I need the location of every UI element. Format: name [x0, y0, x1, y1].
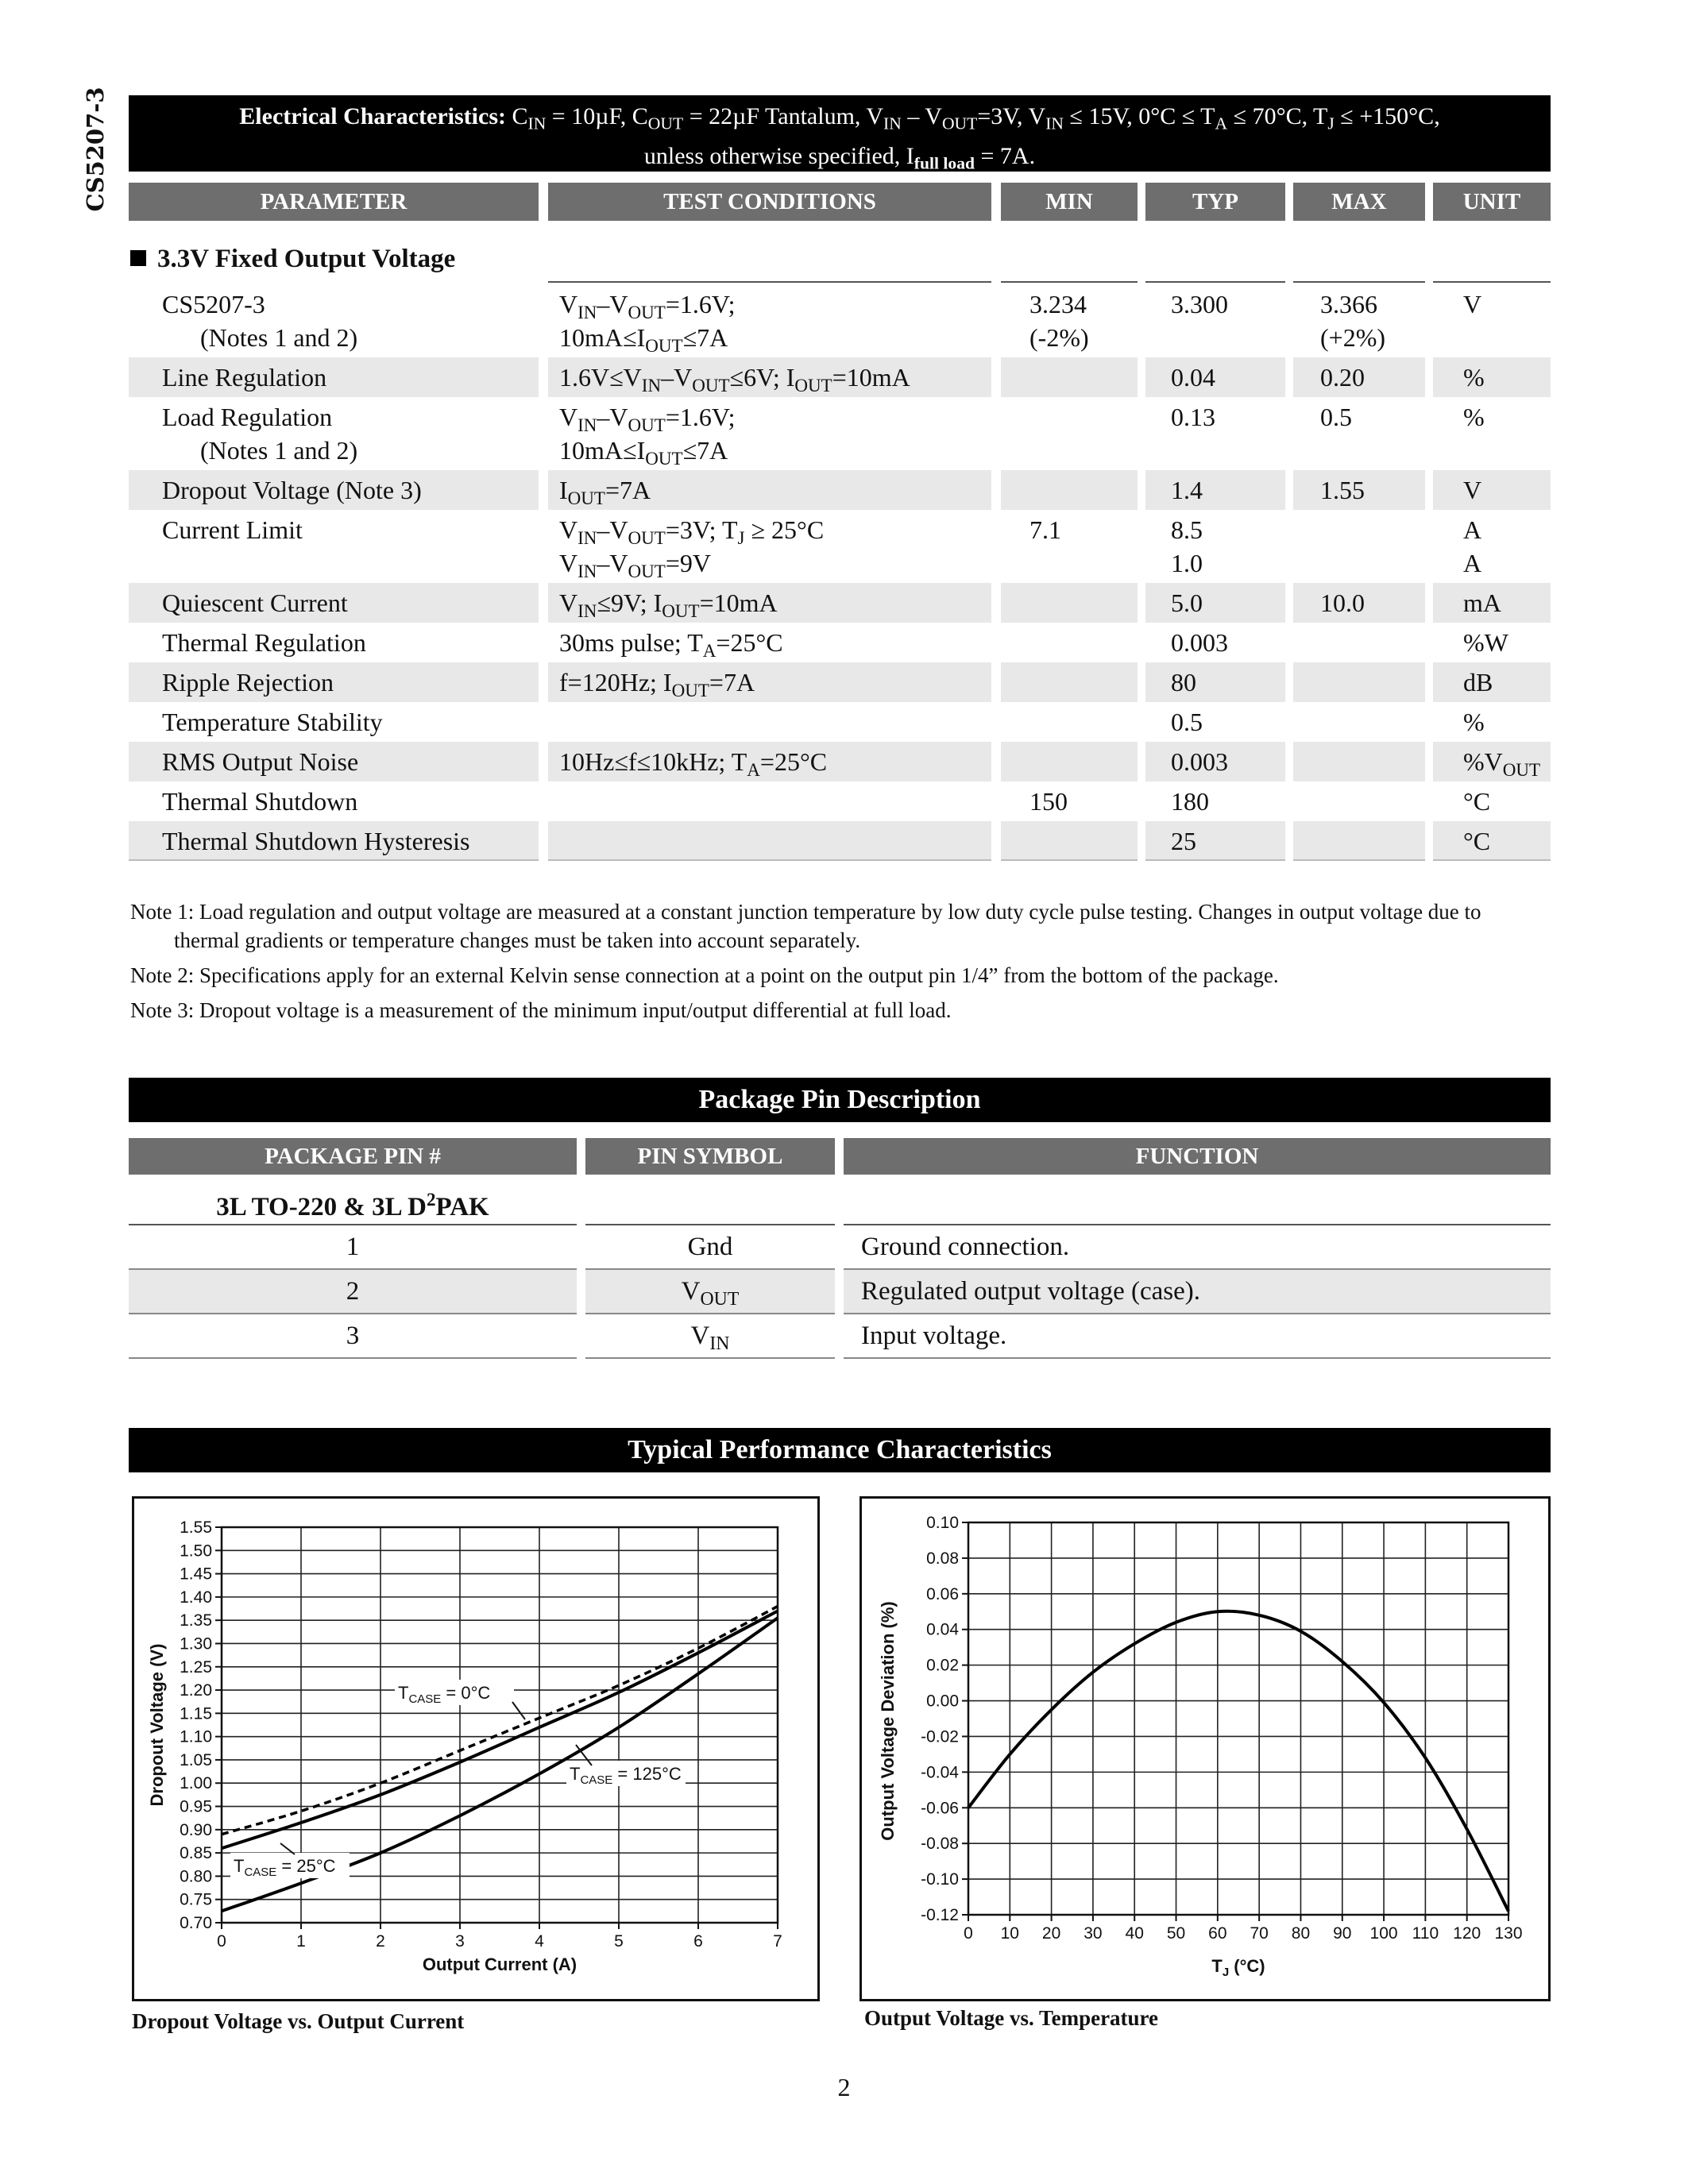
y-tick-label: 1.15 [180, 1704, 212, 1723]
table-row [129, 1225, 1551, 1270]
pin-number: 3 [346, 1322, 360, 1350]
divider [844, 1357, 1551, 1359]
x-tick-label: 50 [1166, 1924, 1186, 1943]
divider [1293, 281, 1425, 283]
performance-title: Typical Performance Characteristics [129, 1428, 1551, 1472]
divider [129, 859, 539, 861]
max-value: 0.20 [1320, 363, 1365, 392]
y-tick-label: -0.08 [921, 1835, 959, 1854]
x-tick-label: 10 [1000, 1924, 1019, 1943]
cell-shading [1001, 470, 1138, 510]
cell-shading [1145, 662, 1285, 702]
pin-number: 2 [346, 1277, 360, 1306]
x-tick-label: 110 [1412, 1924, 1439, 1943]
test-condition: f=120Hz; $I_{OUT}=7A$ [559, 668, 755, 700]
min-value: 150 [1029, 787, 1068, 816]
series-line [968, 1611, 1508, 1912]
max-value: 0.5 [1320, 403, 1352, 431]
table-row [129, 702, 1551, 742]
test-condition: $I_{OUT}=7A$ [559, 476, 651, 508]
parameter-name: RMS Output Noise [162, 747, 359, 776]
column-header-unit: UNIT [1433, 183, 1551, 221]
column-header-test-conditions: TEST CONDITIONS [548, 183, 991, 221]
test-condition: 30ms pulse; $T_A=25^\circ C$ [559, 628, 783, 661]
y-tick-label: 0.80 [180, 1867, 212, 1886]
y-tick-label: 0.06 [926, 1584, 959, 1603]
divider [1145, 859, 1285, 861]
parameter-name: Ripple Rejection [162, 668, 334, 696]
package-name: 3L TO-220 & 3L $D^2PAK$ [216, 1189, 489, 1221]
x-tick-label: 20 [1041, 1924, 1061, 1943]
column-header-parameter: PARAMETER [129, 183, 539, 221]
cell-shading [1293, 821, 1425, 861]
test-condition: $10mA\le I_{OUT}\le 7A$ [559, 436, 728, 469]
y-tick-label: -0.04 [921, 1763, 959, 1782]
x-axis-label: $T_J$ (°C) [1211, 1956, 1265, 1979]
column-header-max: MAX [1293, 183, 1425, 221]
divider [1293, 859, 1425, 861]
y-tick-label: 1.30 [180, 1634, 212, 1653]
table-row [129, 781, 1551, 821]
annotation-leader [512, 1702, 525, 1719]
y-tick-label: -0.02 [921, 1727, 959, 1746]
pin-description-title: Package Pin Description [129, 1078, 1551, 1122]
test-condition: $1.6V\le V_{IN}-V_{OUT}\le 6V$; $I_{OUT}=10mA$ [559, 363, 910, 396]
x-tick-label: 3 [455, 1932, 465, 1951]
unit-value: %W [1463, 628, 1508, 657]
typ-value: 180 [1171, 787, 1209, 816]
x-tick-label: 60 [1208, 1924, 1227, 1943]
cell-shading [1001, 742, 1138, 781]
table-row [129, 623, 1551, 662]
y-tick-label: 0.00 [926, 1692, 959, 1711]
test-condition: $V_{IN}-V_{OUT}=1.6V$; [559, 403, 736, 435]
divider [1145, 281, 1285, 283]
y-tick-label: 1.50 [180, 1542, 212, 1561]
side-part-label: CS5207-3 [82, 87, 109, 212]
y-tick-label: -0.10 [921, 1870, 959, 1889]
x-tick-label: 120 [1453, 1924, 1481, 1943]
unit-value: dB [1463, 668, 1493, 696]
table-row [129, 742, 1551, 781]
max-value: 1.55 [1320, 476, 1365, 504]
typ-value: 80 [1171, 668, 1196, 696]
typ-value: 1.4 [1171, 476, 1203, 504]
y-tick-label: 0.90 [180, 1820, 212, 1839]
y-tick-label: 0.85 [180, 1844, 212, 1863]
divider [1433, 281, 1551, 283]
parameter-note: (Notes 1 and 2) [200, 323, 358, 352]
y-tick-label: -0.12 [921, 1906, 959, 1924]
typ-value: 3.300 [1171, 290, 1228, 318]
x-tick-label: 0 [964, 1924, 973, 1943]
divider [1001, 859, 1138, 861]
series-line [222, 1611, 778, 1848]
x-tick-label: 6 [693, 1932, 703, 1951]
x-tick-label: 30 [1083, 1924, 1103, 1943]
cell-shading [1433, 821, 1551, 861]
max-value: (+2%) [1320, 323, 1386, 352]
note-3: Note 3: Dropout voltage is a measurement of the minimum input/output differential at full load. [130, 998, 952, 1022]
test-condition: 10Hz≤f≤10kHz; $T_A=25^\circ C$ [559, 747, 828, 780]
notes [130, 897, 1544, 1031]
max-value: 10.0 [1320, 588, 1365, 617]
test-condition: $V_{IN}-V_{OUT}=1.6V$; [559, 290, 736, 322]
y-tick-label: 0.75 [180, 1890, 212, 1909]
unit-value: V [1463, 290, 1482, 318]
section-bullet-icon [130, 250, 146, 266]
parameter-name: Thermal Regulation [162, 628, 366, 657]
unit-value: A [1463, 549, 1482, 577]
x-tick-label: 90 [1333, 1924, 1352, 1943]
table-row [129, 357, 1551, 397]
y-tick-label: 1.00 [180, 1774, 212, 1793]
typ-value: 0.003 [1171, 747, 1228, 776]
pin-function: Input voltage. [861, 1322, 1007, 1350]
test-condition: $10mA\le I_{OUT}\le 7A$ [559, 323, 728, 356]
unit-value: % [1463, 363, 1485, 392]
section-heading: 3.3V Fixed Output Voltage [130, 245, 455, 274]
pin-number: 1 [346, 1233, 360, 1261]
note-1: Note 1: Load regulation and output voltage are measured at a constant junction temperature by low duty cycle pulse testing. Changes in output voltage due to thermal gradients or temperature changes must be taken into account separately. [130, 900, 1481, 952]
cell-shading [1001, 583, 1138, 623]
table-row [129, 821, 1551, 861]
y-tick-label: 0.08 [926, 1549, 959, 1568]
parameter-name: Quiescent Current [162, 588, 348, 617]
output-voltage-temperature-chart [862, 1499, 1548, 1999]
x-tick-label: 40 [1125, 1924, 1144, 1943]
table-row [129, 583, 1551, 623]
unit-value: A [1463, 515, 1482, 544]
cell-shading [1145, 470, 1285, 510]
cell-shading [1433, 357, 1551, 397]
cell-shading [1145, 357, 1285, 397]
x-tick-label: 5 [614, 1932, 624, 1951]
note-2: Note 2: Specifications apply for an external Kelvin sense connection at a point on the output pin 1/4” from the bottom of the package. [130, 963, 1279, 987]
parameter-name: Thermal Shutdown Hysteresis [162, 827, 470, 855]
y-tick-label: 1.45 [180, 1565, 212, 1584]
parameter-name: Dropout Voltage (Note 3) [162, 476, 422, 504]
table-row [129, 510, 1551, 583]
divider [129, 1357, 577, 1359]
series-line [222, 1607, 778, 1835]
parameter-name: Current Limit [162, 515, 303, 544]
page-number: 2 [837, 2073, 851, 2101]
temperature-chart-caption: Output Voltage vs. Temperature [864, 2006, 1159, 2030]
dropout-chart-caption: Dropout Voltage vs. Output Current [132, 2009, 465, 2033]
x-tick-label: 2 [376, 1932, 385, 1951]
series-annotation: $T_{CASE} = 125^\circ C$ [570, 1764, 682, 1787]
test-condition: $V_{IN}\le 9V$; $I_{OUT}=10mA$ [559, 588, 778, 621]
column-header-min: MIN [1001, 183, 1138, 221]
pin-symbol: $V_{OUT}$ [681, 1277, 740, 1310]
y-axis-label: Output Voltage Deviation (%) [878, 1601, 898, 1841]
y-tick-label: 1.35 [180, 1611, 212, 1630]
y-tick-label: 1.55 [180, 1518, 212, 1537]
cell-shading [1145, 821, 1285, 861]
y-tick-label: 0.70 [180, 1914, 212, 1932]
series-annotation: $T_{CASE} = 0^\circ C$ [398, 1683, 491, 1706]
parameter-name: Line Regulation [162, 363, 327, 392]
unit-value: °C [1463, 787, 1491, 816]
divider [548, 859, 991, 861]
parameter-name: Thermal Shutdown [162, 787, 358, 816]
y-tick-label: 1.05 [180, 1750, 212, 1769]
column-header-pin-symbol: PIN SYMBOL [585, 1138, 835, 1175]
x-tick-label: 4 [535, 1932, 544, 1951]
column-header-package-pin: PACKAGE PIN # [129, 1138, 577, 1175]
pin-function: Regulated output voltage (case). [861, 1277, 1201, 1306]
table-row [129, 284, 1551, 357]
x-tick-label: 0 [217, 1932, 226, 1951]
typ-value: 5.0 [1171, 588, 1203, 617]
plot-area [968, 1522, 1508, 1915]
cell-shading [1001, 357, 1138, 397]
unit-value: % [1463, 708, 1485, 736]
y-tick-label: 1.40 [180, 1588, 212, 1607]
cell-shading [1433, 470, 1551, 510]
unit-value: % [1463, 403, 1485, 431]
table-row [129, 470, 1551, 510]
pin-symbol: $V_{IN}$ [690, 1322, 730, 1355]
y-tick-label: 0.10 [926, 1514, 959, 1532]
typ-value: 0.13 [1171, 403, 1215, 431]
parameter-name: Load Regulation [162, 403, 333, 431]
cell-shading [1001, 662, 1138, 702]
divider [1433, 859, 1551, 861]
y-axis-label: Dropout Voltage (V) [147, 1643, 167, 1807]
y-tick-label: -0.06 [921, 1799, 959, 1818]
typ-value: 25 [1171, 827, 1196, 855]
cell-shading [1293, 662, 1425, 702]
cell-shading [1145, 583, 1285, 623]
table-row [129, 1270, 1551, 1314]
column-header-function: FUNCTION [844, 1138, 1551, 1175]
table-row [129, 397, 1551, 470]
test-condition: $V_{IN}-V_{OUT}=9V$ [559, 549, 712, 581]
ec-title-line-2: unless otherwise specified, $I_{full load} = 7A$. [643, 143, 1036, 173]
dropout-voltage-chart [134, 1499, 817, 1999]
y-tick-label: 1.25 [180, 1657, 212, 1677]
pin-symbol: Gnd [687, 1233, 733, 1261]
unit-value: °C [1463, 827, 1491, 855]
min-value: 3.234 [1029, 290, 1087, 318]
cell-shading [1293, 742, 1425, 781]
temperature-chart-frame [859, 1496, 1551, 2001]
series-annotation: $T_{CASE} = 25^\circ C$ [234, 1856, 336, 1879]
electrical-characteristics-title [129, 95, 1551, 172]
dropout-chart-frame [132, 1496, 820, 2001]
y-tick-label: 1.20 [180, 1681, 212, 1700]
typ-value: 1.0 [1171, 549, 1203, 577]
x-tick-label: 80 [1291, 1924, 1311, 1943]
min-value: 7.1 [1029, 515, 1061, 544]
x-tick-label: 130 [1494, 1924, 1523, 1943]
x-tick-label: 1 [296, 1932, 306, 1951]
pin-function: Ground connection. [861, 1233, 1070, 1261]
parameter-note: (Notes 1 and 2) [200, 436, 358, 465]
unit-value: mA [1463, 588, 1501, 617]
ec-title-line-1: Electrical Characteristics: $C_{IN} = 10\mu F$, $C_{OUT} = 22\mu F$ Tantalum, $V_{IN} - V_{OUT}=3V$, $V_{IN} \le 15V$, $0^\circ C \le T_A \le 70^\circ C$, $T_J \le +150^\circ C$, [239, 103, 1440, 133]
x-axis-label: Output Current (A) [422, 1954, 577, 1974]
divider [548, 281, 991, 283]
unit-value: $\%V_{OUT}$ [1463, 747, 1541, 780]
parameter-name: CS5207-3 [162, 290, 265, 318]
table-row [129, 662, 1551, 702]
y-tick-label: 0.04 [926, 1620, 959, 1639]
parameter-name: Temperature Stability [162, 708, 383, 736]
typ-value: 0.5 [1171, 708, 1203, 736]
table-row [129, 1314, 1551, 1359]
y-tick-label: 1.10 [180, 1727, 212, 1746]
x-tick-label: 100 [1369, 1924, 1398, 1943]
unit-value: V [1463, 476, 1482, 504]
typ-value: 8.5 [1171, 515, 1203, 544]
min-value: (-2%) [1029, 323, 1089, 352]
column-header-typ: TYP [1145, 183, 1285, 221]
typ-value: 0.04 [1171, 363, 1215, 392]
x-tick-label: 70 [1250, 1924, 1269, 1943]
cell-shading [548, 821, 991, 861]
max-value: 3.366 [1320, 290, 1377, 318]
test-condition: $V_{IN}-V_{OUT}=3V$; $T_J \ge 25^\circ C$ [559, 515, 825, 548]
typ-value: 0.003 [1171, 628, 1228, 657]
x-tick-label: 7 [773, 1932, 782, 1951]
divider [1001, 281, 1138, 283]
y-tick-label: 0.95 [180, 1797, 212, 1816]
cell-shading [1001, 821, 1138, 861]
y-tick-label: 0.02 [926, 1656, 959, 1675]
